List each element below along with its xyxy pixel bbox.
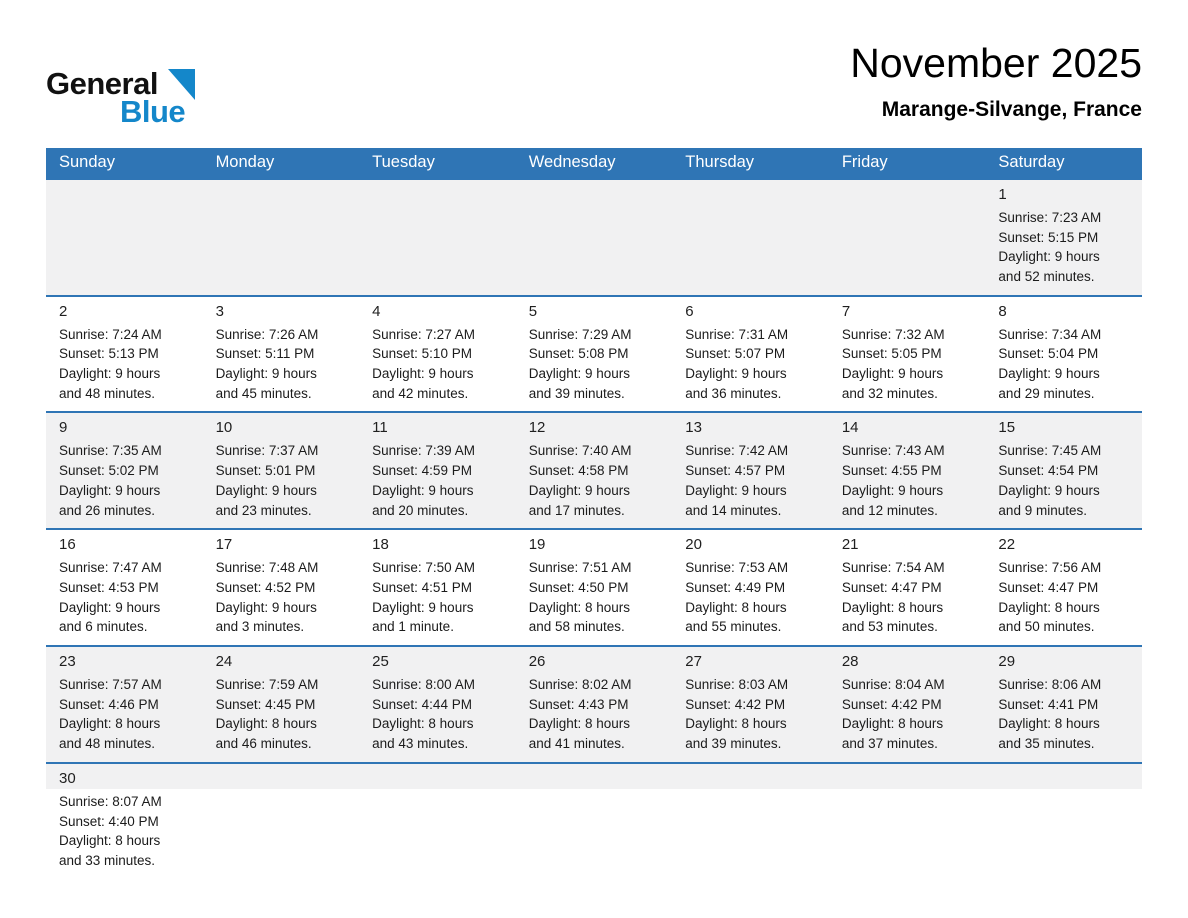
sunset-text: Sunset: 4:59 PM [372,463,472,479]
empty-day-cell [203,180,360,295]
daylight-text: Daylight: 9 hours [841,482,944,498]
day-cell [359,297,516,412]
empty-day-cell [359,180,516,295]
day-number: 4 [372,302,381,320]
title-block [850,40,1142,122]
day-number: 9 [59,419,68,437]
sunrise-text: Sunrise: 7:27 AM [372,326,475,342]
daylight-text: and 48 minutes. [59,736,156,752]
day-cell [359,530,516,645]
empty-day-cell [672,764,829,884]
empty-day-cell [359,764,516,884]
daylight-text: and 48 minutes. [59,385,156,401]
sunset-text: Sunset: 4:42 PM [685,696,786,712]
day-number: 27 [685,653,702,671]
day-cell [516,647,673,762]
day-cell [516,413,673,528]
daylight-text: and 43 minutes. [372,736,469,752]
daylight-text: Daylight: 8 hours [685,599,787,615]
daylight-text: and 52 minutes. [998,268,1095,284]
day-cell [985,413,1142,528]
weekday-monday: Monday [215,153,275,171]
sunrise-text: Sunrise: 7:32 AM [841,326,945,342]
daylight-text: and 17 minutes. [528,502,625,518]
daylight-text: Daylight: 9 hours [215,366,317,382]
logo-text-general: General [46,66,158,101]
day-number: 29 [998,653,1016,671]
sunrise-text: Sunrise: 7:53 AM [685,560,789,576]
daylight-text: Daylight: 9 hours [215,599,317,615]
daylight-text: Daylight: 9 hours [998,249,1100,265]
day-cell [672,413,829,528]
sunset-text: Sunset: 4:50 PM [528,579,629,595]
day-cell [359,647,516,762]
daylight-text: Daylight: 8 hours [528,599,631,615]
day-cell [985,180,1142,295]
week-row [46,528,1142,645]
sunset-text: Sunset: 5:08 PM [528,346,629,362]
sunset-text: Sunset: 5:07 PM [685,346,786,362]
day-number: 15 [998,419,1016,437]
day-cell [46,413,203,528]
daylight-text: Daylight: 9 hours [841,366,944,382]
sunrise-text: Sunrise: 7:35 AM [59,443,162,459]
day-cell [203,530,360,645]
day-cell [672,530,829,645]
sunrise-text: Sunrise: 8:02 AM [528,677,632,693]
sunset-text: Sunset: 4:41 PM [998,696,1099,712]
sunset-text: Sunset: 5:11 PM [215,346,315,362]
sunset-text: Sunset: 4:44 PM [372,696,472,712]
sunset-text: Sunset: 4:47 PM [998,579,1099,595]
day-cell [203,647,360,762]
weekday-friday: Friday [841,153,888,171]
daylight-text: and 20 minutes. [372,502,469,518]
daylight-text: and 36 minutes. [685,385,782,401]
daylight-text: and 26 minutes. [59,502,156,518]
daylight-text: Daylight: 8 hours [215,716,317,732]
sunrise-text: Sunrise: 7:50 AM [372,560,475,576]
daylight-text: Daylight: 9 hours [215,482,317,498]
sunset-text: Sunset: 4:40 PM [59,813,159,829]
day-cell [516,297,673,412]
day-cell [46,647,203,762]
sunset-text: Sunset: 4:58 PM [528,463,629,479]
sunrise-text: Sunrise: 7:34 AM [998,326,1102,342]
daylight-text: and 55 minutes. [685,619,782,635]
logo-text-blue: Blue [120,94,186,129]
day-cell [672,647,829,762]
day-number: 16 [59,536,76,554]
daylight-text: Daylight: 9 hours [998,366,1100,382]
daylight-text: Daylight: 9 hours [685,482,787,498]
daylight-text: Daylight: 9 hours [59,366,161,382]
sunset-text: Sunset: 4:54 PM [998,463,1099,479]
sunrise-text: Sunrise: 7:29 AM [528,326,632,342]
day-number: 26 [528,653,546,671]
day-cell [985,530,1142,645]
sunset-text: Sunset: 5:04 PM [998,346,1099,362]
weeks-container [46,180,1142,884]
day-number: 28 [841,653,859,671]
daylight-text: and 45 minutes. [215,385,312,401]
week-row [46,411,1142,528]
daylight-text: and 12 minutes. [841,502,938,518]
daylight-text: and 29 minutes. [998,385,1095,401]
day-number: 6 [685,302,694,320]
day-number: 13 [685,419,702,437]
daylight-text: and 6 minutes. [59,619,148,635]
week-row [46,645,1142,762]
daylight-text: Daylight: 8 hours [685,716,787,732]
sunset-text: Sunset: 4:43 PM [528,696,629,712]
weekday-sunday: Sunday [59,153,115,171]
daylight-text: and 46 minutes. [215,736,312,752]
day-number: 1 [998,185,1007,203]
day-number: 25 [372,653,389,671]
day-cell [46,530,203,645]
sunset-text: Sunset: 4:45 PM [215,696,316,712]
sunset-text: Sunset: 4:53 PM [59,579,159,595]
sunrise-text: Sunrise: 7:48 AM [215,560,319,576]
day-cell [672,297,829,412]
daylight-text: and 14 minutes. [685,502,782,518]
sunrise-text: Sunrise: 8:03 AM [685,677,789,693]
sunrise-text: Sunrise: 8:00 AM [372,677,475,693]
sunrise-text: Sunrise: 7:24 AM [59,326,162,342]
sunset-text: Sunset: 4:52 PM [215,579,316,595]
daylight-text: Daylight: 8 hours [841,716,944,732]
sunrise-text: Sunrise: 7:31 AM [685,326,789,342]
sunset-text: Sunset: 5:10 PM [372,346,472,362]
sunrise-text: Sunrise: 7:45 AM [998,443,1102,459]
empty-day-cell [829,180,986,295]
empty-day-cell [516,180,673,295]
weekday-thursday: Thursday [685,153,755,171]
day-cell [516,530,673,645]
day-number: 30 [59,769,76,787]
empty-day-cell [829,764,986,884]
sunset-text: Sunset: 4:55 PM [841,463,942,479]
daylight-text: and 23 minutes. [215,502,312,518]
sunrise-text: Sunrise: 7:37 AM [215,443,319,459]
day-cell [203,297,360,412]
week-row [46,295,1142,412]
sunrise-text: Sunrise: 7:54 AM [841,560,945,576]
sunrise-text: Sunrise: 7:39 AM [372,443,475,459]
day-number: 19 [528,536,546,554]
sunrise-text: Sunrise: 7:57 AM [59,677,162,693]
week-row [46,180,1142,295]
day-number: 12 [528,419,546,437]
logo [46,68,256,132]
sunrise-text: Sunrise: 7:59 AM [215,677,319,693]
daylight-text: and 42 minutes. [372,385,469,401]
sunset-text: Sunset: 4:42 PM [841,696,942,712]
empty-day-cell [46,180,203,295]
weekday-tuesday: Tuesday [372,153,435,171]
sunrise-text: Sunrise: 7:51 AM [528,560,632,576]
sunrise-text: Sunrise: 7:47 AM [59,560,162,576]
sunrise-text: Sunrise: 7:43 AM [841,443,945,459]
sunrise-text: Sunrise: 7:56 AM [998,560,1102,576]
day-cell [46,764,203,884]
daylight-text: Daylight: 8 hours [998,716,1100,732]
week-row [46,762,1142,884]
day-number: 20 [685,536,702,554]
daylight-text: Daylight: 9 hours [59,599,161,615]
page-title: November 2025 [850,40,1142,86]
daylight-text: Daylight: 9 hours [59,482,161,498]
daylight-text: and 33 minutes. [59,852,156,868]
sunset-text: Sunset: 4:46 PM [59,696,159,712]
daylight-text: Daylight: 8 hours [372,716,474,732]
daylight-text: Daylight: 8 hours [59,833,161,849]
daylight-text: Daylight: 9 hours [998,482,1100,498]
daylight-text: Daylight: 8 hours [841,599,944,615]
day-number: 3 [215,302,224,320]
day-number: 18 [372,536,389,554]
day-cell [829,647,986,762]
day-cell [46,297,203,412]
empty-day-cell [672,180,829,295]
sunset-text: Sunset: 5:15 PM [998,229,1099,245]
empty-day-cell [516,764,673,884]
daylight-text: and 32 minutes. [841,385,938,401]
daylight-text: and 39 minutes. [528,385,625,401]
daylight-text: and 58 minutes. [528,619,625,635]
daylight-text: and 41 minutes. [528,736,625,752]
daylight-text: and 1 minute. [372,619,454,635]
daylight-text: Daylight: 9 hours [372,366,474,382]
page-header [46,0,1142,132]
empty-day-cell [985,764,1142,884]
daylight-text: Daylight: 8 hours [998,599,1100,615]
day-cell [985,297,1142,412]
day-cell [829,530,986,645]
sunset-text: Sunset: 5:13 PM [59,346,159,362]
weekday-saturday: Saturday [998,153,1065,171]
sunset-text: Sunset: 5:01 PM [215,463,316,479]
daylight-text: Daylight: 9 hours [528,482,631,498]
sunrise-text: Sunrise: 7:42 AM [685,443,789,459]
sunrise-text: Sunrise: 8:04 AM [841,677,945,693]
day-cell [985,647,1142,762]
daylight-text: and 9 minutes. [998,502,1087,518]
day-number: 23 [59,653,76,671]
weekday-header-row [46,148,1142,180]
day-number: 7 [841,302,851,320]
sunrise-text: Sunrise: 7:26 AM [215,326,319,342]
daylight-text: and 35 minutes. [998,736,1095,752]
sunrise-text: Sunrise: 8:07 AM [59,793,162,809]
day-cell [359,413,516,528]
empty-day-cell [203,764,360,884]
sunrise-text: Sunrise: 8:06 AM [998,677,1102,693]
day-number: 10 [215,419,233,437]
day-number: 22 [998,536,1016,554]
daylight-text: and 53 minutes. [841,619,938,635]
weekday-wednesday: Wednesday [528,153,616,171]
day-number: 8 [998,302,1007,320]
daylight-text: Daylight: 9 hours [372,482,474,498]
daylight-text: Daylight: 9 hours [685,366,787,382]
day-number: 24 [215,653,233,671]
sunset-text: Sunset: 4:49 PM [685,579,786,595]
daylight-text: Daylight: 9 hours [528,366,631,382]
sunrise-text: Sunrise: 7:40 AM [528,443,632,459]
sunset-text: Sunset: 5:02 PM [59,463,159,479]
sunset-text: Sunset: 4:51 PM [372,579,472,595]
daylight-text: Daylight: 8 hours [528,716,631,732]
daylight-text: Daylight: 9 hours [372,599,474,615]
daylight-text: Daylight: 8 hours [59,716,161,732]
sunset-text: Sunset: 4:57 PM [685,463,786,479]
day-number: 14 [841,419,859,437]
day-number: 21 [841,536,859,554]
sunset-text: Sunset: 4:47 PM [841,579,942,595]
daylight-text: and 37 minutes. [841,736,938,752]
daylight-text: and 3 minutes. [215,619,305,635]
page-subtitle: Marange-Silvange, France [881,98,1142,122]
day-number: 17 [215,536,233,554]
calendar [46,148,1142,884]
sunrise-text: Sunrise: 7:23 AM [998,209,1102,225]
daylight-text: and 50 minutes. [998,619,1095,635]
day-cell [829,297,986,412]
day-number: 5 [528,302,538,320]
day-number: 2 [59,302,68,320]
day-number: 11 [372,419,388,437]
day-cell [829,413,986,528]
day-cell [203,413,360,528]
daylight-text: and 39 minutes. [685,736,782,752]
sunset-text: Sunset: 5:05 PM [841,346,942,362]
